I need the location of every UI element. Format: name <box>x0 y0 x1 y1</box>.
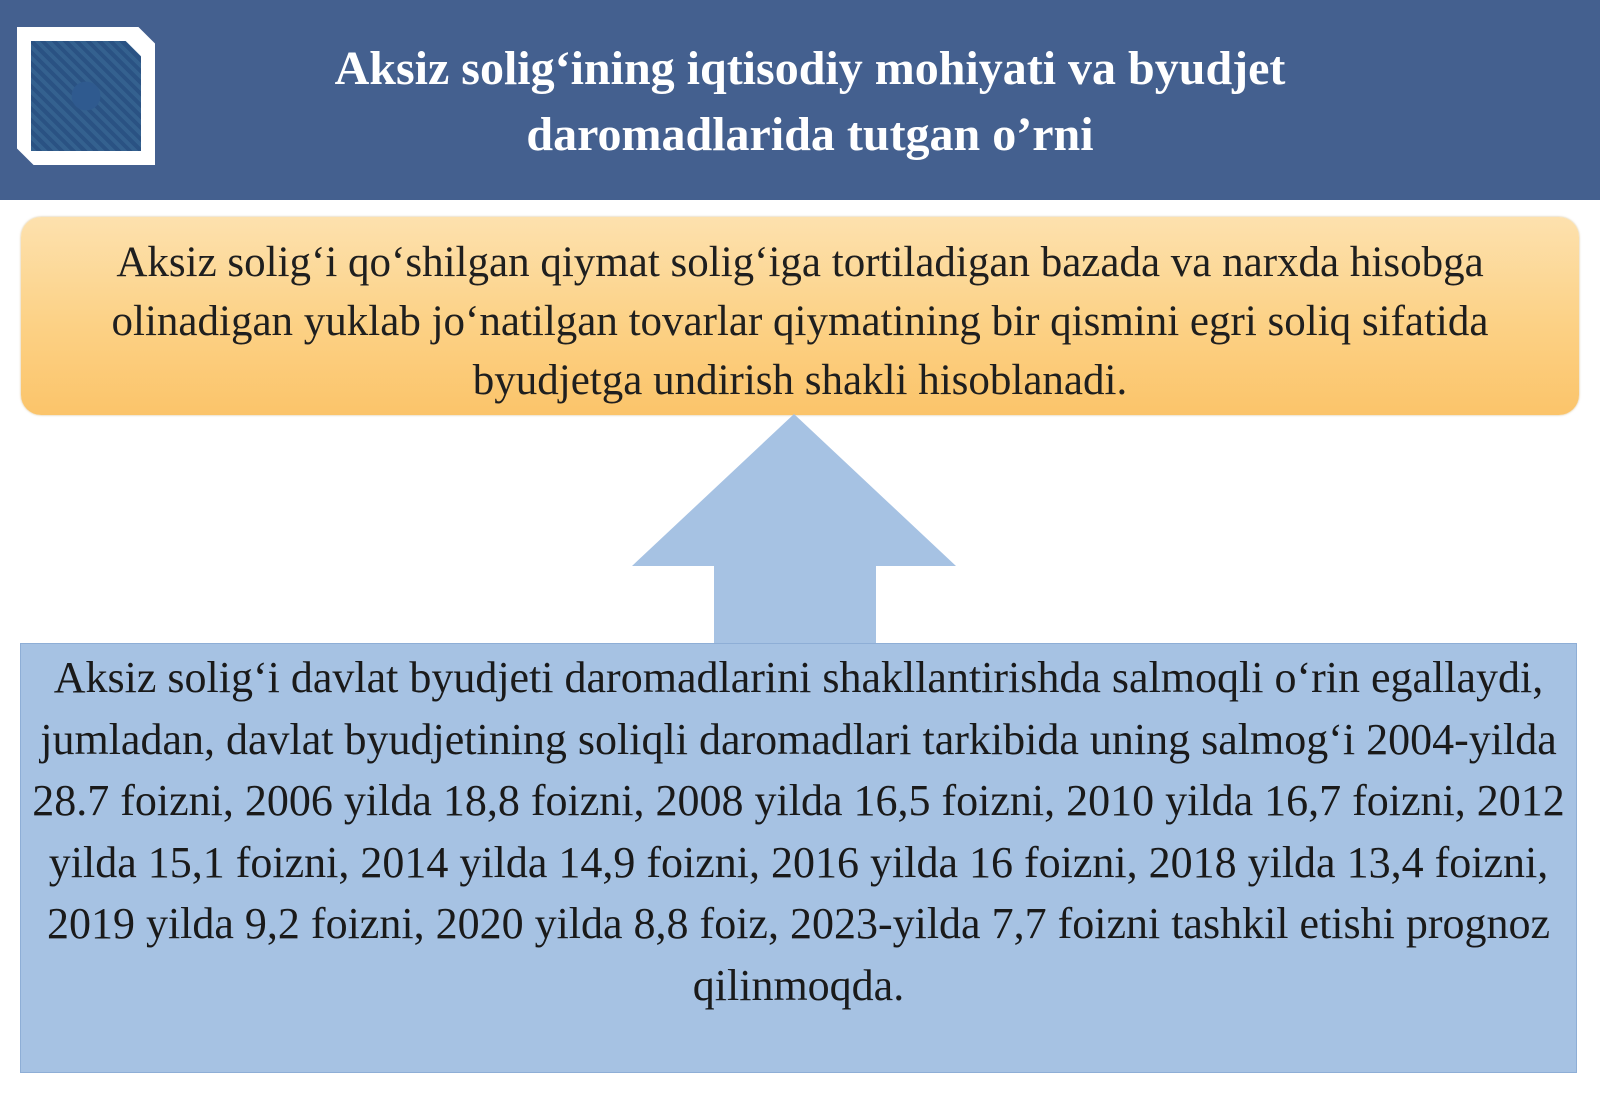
definition-box <box>21 217 1579 415</box>
statistics-box <box>20 643 1577 1073</box>
definition-text: Aksiz solig‘i qo‘shilgan qiymat solig‘iga tortiladigan bazada va narxda hisobga olinadigan yuklab jo‘natilgan tovarlar qiymatining bir qismini egri soliq sifatida byudjetga undirish shakli hisoblanadi. <box>111 239 1489 404</box>
logo-frame-icon <box>17 27 155 165</box>
title-banner <box>0 0 1600 200</box>
statistics-text: Aksiz solig‘i davlat byudjeti daromadlarini shakllantirishda salmoqli o‘rin egallaydi, jumladan, davlat byudjetining soliqli daromadlari tarkibida uning salmog‘i 2004-yilda 28.7 foizni, 2006 yilda 18,8 foizni, 2008 yilda 16,5 foizni, 2010 yilda 16,7 foizni, 2012 yilda 15,1 foizni, 2014 yilda 14,9 foizni, 2016 yilda 16 foizni, 2018 yilda 13,4 foizni, 2019 yilda 9,2 foizni, 2020 yilda 8,8 foiz, 2023-yilda 7,7 foizni tashkil etishi prognoz qilinmoqda. <box>32 653 1565 1010</box>
up-arrow-icon <box>632 414 962 644</box>
page-title: Aksiz solig‘ining iqtisodiy mohiyati va byudjet daromadlarida tutgan o’rni <box>334 42 1286 161</box>
logo-emblem <box>31 41 141 151</box>
